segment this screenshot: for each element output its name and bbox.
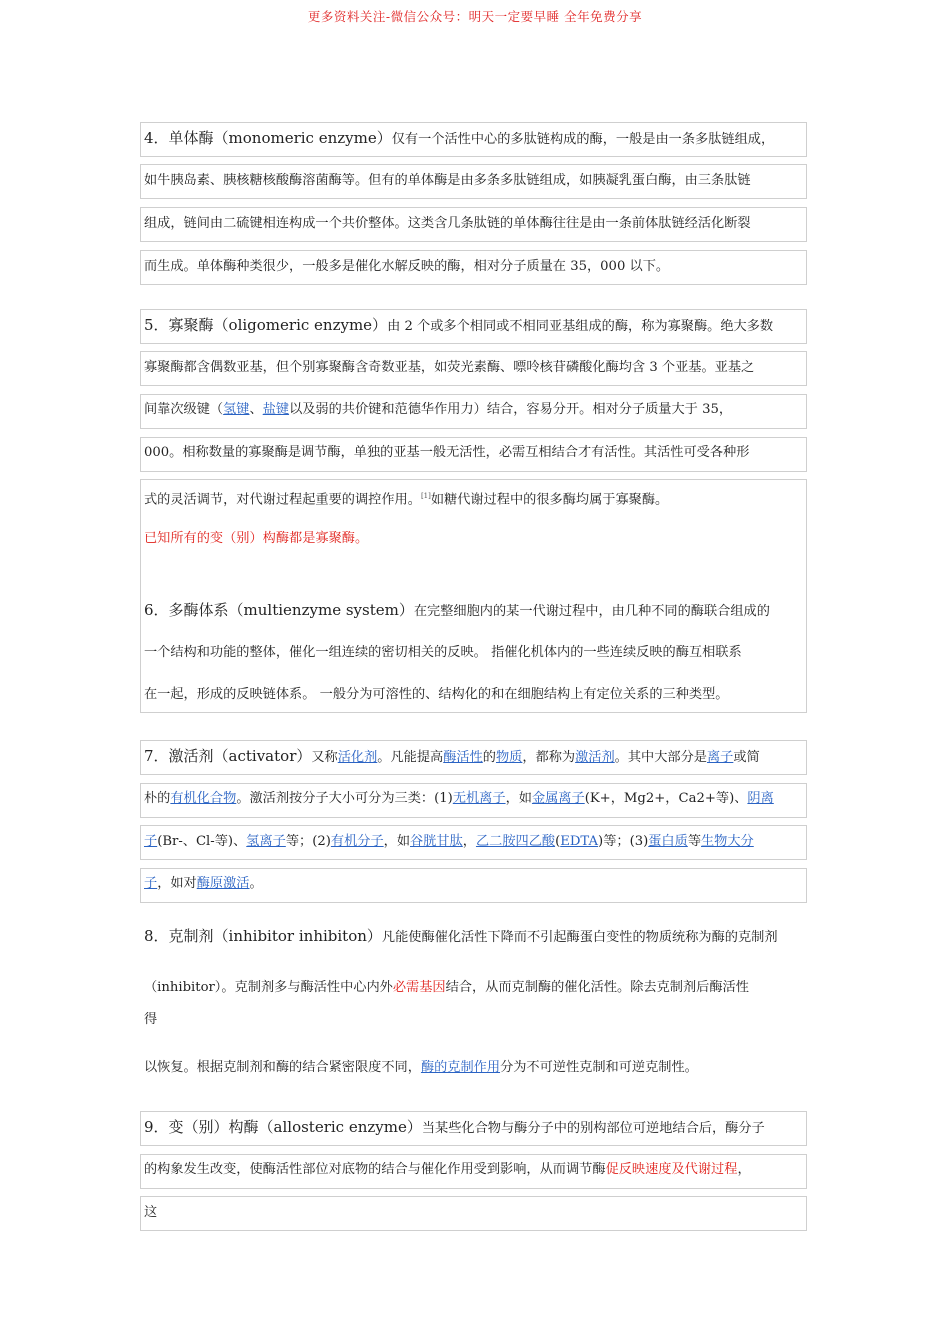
- link-activating-agent[interactable]: 激活剂: [575, 750, 615, 765]
- section-6-line-2: 一个结构和功能的整体，催化一组连续的密切相关的反映。 指催化机体内的一些连续反映的酶互相联系: [144, 645, 742, 660]
- link-anion[interactable]: 阴离: [747, 791, 774, 806]
- section-4-line-3: 组成，链间由二硫键相连构成一个共价整体。这类含几条肽链的单体酶往往是由一条前体肽链经活化断裂: [144, 216, 751, 231]
- link-activator[interactable]: 活化剂: [337, 750, 378, 765]
- section-7-title: 7．激活剂（activator）: [144, 747, 312, 765]
- section-4-title: 4．单体酶（monomeric enzyme）: [144, 129, 392, 147]
- section-5-title: 5．寡聚酶（oligomeric enzyme）: [144, 316, 388, 334]
- link-edta-chinese[interactable]: 乙二胺四乙酸: [475, 834, 556, 849]
- link-hydrogen-ion[interactable]: 氢离子: [246, 834, 286, 849]
- section-4-line-4: 而生成。单体酶种类很少，一般多是催化水解反映的酶，相对分子质量在 35，000 以下。: [144, 259, 670, 274]
- link-zymogen-activation[interactable]: 酶原激活: [196, 876, 250, 891]
- link-inorganic-ion[interactable]: 无机离子: [452, 791, 506, 806]
- section-8-title: 8．克制剂（inhibitor inhibiton）: [144, 927, 382, 945]
- link-organic-compound[interactable]: 有机化合物: [170, 791, 237, 806]
- link-ion[interactable]: 离子: [706, 750, 734, 765]
- section-9-title: 9．变（别）构酶（allosteric enzyme）: [144, 1118, 422, 1136]
- link-protein[interactable]: 蛋白质: [648, 834, 688, 849]
- section-9-line-3: 这: [144, 1205, 158, 1220]
- link-enzyme-activity[interactable]: 酶活性: [443, 750, 483, 765]
- link-salt-bond[interactable]: 盐键: [262, 402, 290, 417]
- section-6-line-1: 6．多酶体系（multienzyme system）在完整细胞内的某一代谢过程中，由几种不同的酶联合组成的: [144, 601, 770, 619]
- section-6-title: 6．多酶体系（multienzyme system）: [144, 601, 414, 619]
- section-5-line-2: 寡聚酶都含偶数亚基，但个别寡聚酶含奇数亚基，如荧光素酶、嘌呤核苷磷酸化酶均含 3 个亚基。亚基之: [144, 360, 755, 375]
- link-hydrogen-bond[interactable]: 氢键: [223, 402, 250, 417]
- section-8-line-4: 以恢复。根据克制剂和酶的结合紧密限度不同，酶的克制作用分为不可逆性克制和可逆克制性。: [144, 1060, 698, 1075]
- link-metal-ion[interactable]: 金属离子: [531, 791, 585, 806]
- section-8-line-1: 8．克制剂（inhibitor inhibiton）凡能使酶催化活性下降而不引起酶蛋白变性的物质统称为酶的克制剂: [144, 927, 778, 945]
- section-5-6-box: [140, 479, 807, 713]
- header-banner: 更多资料关注-微信公众号：明天一定要早睡 全年免费分享: [307, 9, 643, 24]
- section-5-line-3: 间靠次级键（氢键、盐键以及弱的共价键和范德华作用力）结合，容易分开。相对分子质量大于 35，: [144, 402, 733, 417]
- section-5-line-1: 5．寡聚酶（oligomeric enzyme）由 2 个或多个相同或不相同亚基组成的酶，称为寡聚酶。绝大多数: [144, 316, 774, 334]
- section-5-line-4: 000。相称数量的寡聚酶是调节酶，单独的亚基一般无活性，必需互相结合才有活性。其活性可受各种形: [144, 445, 750, 460]
- reference-marker[interactable]: [1]: [420, 492, 431, 500]
- link-anion-cont[interactable]: 子: [144, 834, 158, 849]
- link-glutathione[interactable]: 谷胱甘肽: [410, 834, 463, 849]
- section-8-line-2: （inhibitor）。克制剂多与酶活性中心内外必需基因结合，从而克制酶的催化活性。除去克制剂后酶活性: [144, 980, 749, 995]
- link-organic-molecule[interactable]: 有机分子: [330, 834, 384, 849]
- highlight-essential-group: 必需基因: [392, 980, 446, 995]
- highlight-reaction-rate: 促反映速度及代谢过程: [605, 1162, 738, 1177]
- link-enzyme-inhibition[interactable]: 酶的克制作用: [420, 1060, 501, 1075]
- link-substance[interactable]: 物质: [495, 750, 523, 765]
- section-7-line-1: 7．激活剂（activator）又称活化剂。凡能提高酶活性的物质，都称为激活剂。其中大部分是离子或简: [144, 747, 760, 765]
- section-4-line-2: 如牛胰岛素、胰核糖核酸酶溶菌酶等。但有的单体酶是由多条多肽链组成，如胰凝乳蛋白酶，由三条肽链: [144, 173, 751, 188]
- link-biomacromolecule[interactable]: 生物大分: [701, 834, 754, 849]
- section-5-line-5: 式的灵活调节，对代谢过程起重要的调控作用。[1]如糖代谢过程中的很多酶均属于寡聚酶。: [144, 492, 669, 508]
- section-5-note: 已知所有的变（别）构酶都是寡聚酶。: [144, 531, 369, 546]
- link-edta[interactable]: EDTA: [560, 834, 599, 849]
- section-7-line-4: 子，如对酶原激活。: [144, 876, 263, 891]
- section-7-line-3: 子(Br-、Cl-等)、氢离子等；(2)有机分子，如谷胱甘肽，乙二胺四乙酸(EDTA)等；(3)蛋白质等生物大分: [144, 834, 754, 849]
- section-4-line-1: 4．单体酶（monomeric enzyme）仅有一个活性中心的多肽链构成的酶，一般是由一条多肽链组成，: [144, 129, 775, 147]
- section-9-line-2: 的构象发生改变，使酶活性部位对底物的结合与催化作用受到影响，从而调节酶促反映速度及代谢过程，: [144, 1162, 751, 1177]
- section-9-line-1: 9．变（别）构酶（allosteric enzyme）当某些化合物与酶分子中的别构部位可逆地结合后，酶分子: [144, 1118, 765, 1136]
- section-6-line-3: 在一起，形成的反映链体系。 一般分为可溶性的、结构化的和在细胞结构上有定位关系的三种类型。: [144, 687, 729, 702]
- section-7-line-2: 朴的有机化合物。激活剂按分子大小可分为三类：(1)无机离子，如金属离子(K+，Mg2+，Ca2+等)、阴离: [144, 791, 774, 806]
- link-biomacromolecule-cont[interactable]: 子: [144, 876, 158, 891]
- section-8-line-3: 得: [144, 1012, 158, 1027]
